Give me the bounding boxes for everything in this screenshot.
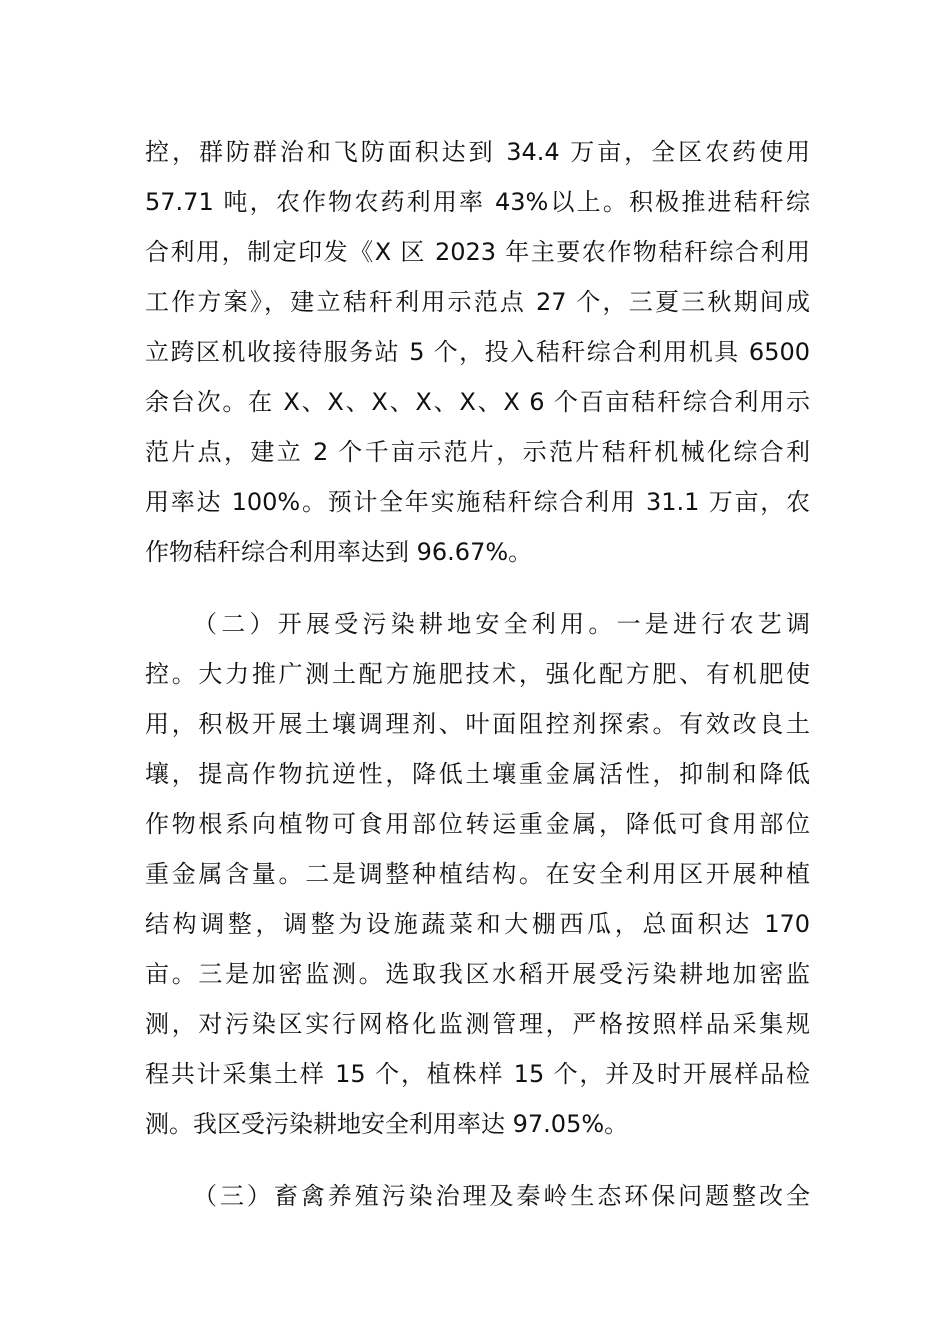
paragraph-line: 测。我区受污染耕地安全利用率达 97.05%。 [145,1110,629,1138]
paragraph-contaminated-farmland [145,599,810,1149]
paragraph-line: 重金属含量。二是调整种植结构。在安全利用区开展种植 [145,860,810,888]
paragraph-line: 结构调整，调整为设施蔬菜和大棚西瓜，总面积达 170 [145,910,810,938]
paragraph-line: 工作方案》，建立秸秆利用示范点 27 个，三夏三秋期间成 [145,288,810,316]
paragraph-line: 范片点，建立 2 个千亩示范片，示范片秸秆机械化综合利 [145,438,810,466]
section-heading-line: （二）开展受污染耕地安全利用。一是进行农艺调 [193,610,810,638]
paragraph-line: 作物秸秆综合利用率达到 96.67%。 [145,538,533,566]
paragraph-line: 用，积极开展土壤调理剂、叶面阻控剂探索。有效改良土 [145,710,810,738]
paragraph-line: 控，群防群治和飞防面积达到 34.4 万亩，全区农药使用 [145,138,810,166]
paragraph-line: 合利用，制定印发《X 区 2023 年主要农作物秸秆综合利用 [145,238,810,266]
paragraph-line: 亩。三是加密监测。选取我区水稻开展受污染耕地加密监 [145,960,810,988]
paragraph-line: 测，对污染区实行网格化监测管理，严格按照样品采集规 [145,1010,810,1038]
paragraph-livestock-pollution [145,1171,810,1221]
paragraph-line: 余台次。在 X、X、X、X、X、X 6 个百亩秸秆综合利用示 [145,388,810,416]
paragraph-line: 壤，提高作物抗逆性，降低土壤重金属活性，抑制和降低 [145,760,810,788]
paragraph-line: 立跨区机收接待服务站 5 个，投入秸秆综合利用机具 6500 [145,338,810,366]
paragraph-line: 程共计采集土样 15 个，植株样 15 个，并及时开展样品检 [145,1060,810,1088]
paragraph-line: 57.71 吨，农作物农药利用率 43%以上。积极推进秸秆综 [145,188,810,216]
paragraph-line: 作物根系向植物可食用部位转运重金属，降低可食用部位 [145,810,810,838]
paragraph-line: 用率达 100%。预计全年实施秸秆综合利用 31.1 万亩，农 [145,488,810,516]
paragraph-pesticide-straw [145,127,810,577]
paragraph-line: 控。大力推广测土配方施肥技术，强化配方肥、有机肥使 [145,660,810,688]
section-heading-line: （三）畜禽养殖污染治理及秦岭生态环保问题整改全 [193,1182,810,1210]
